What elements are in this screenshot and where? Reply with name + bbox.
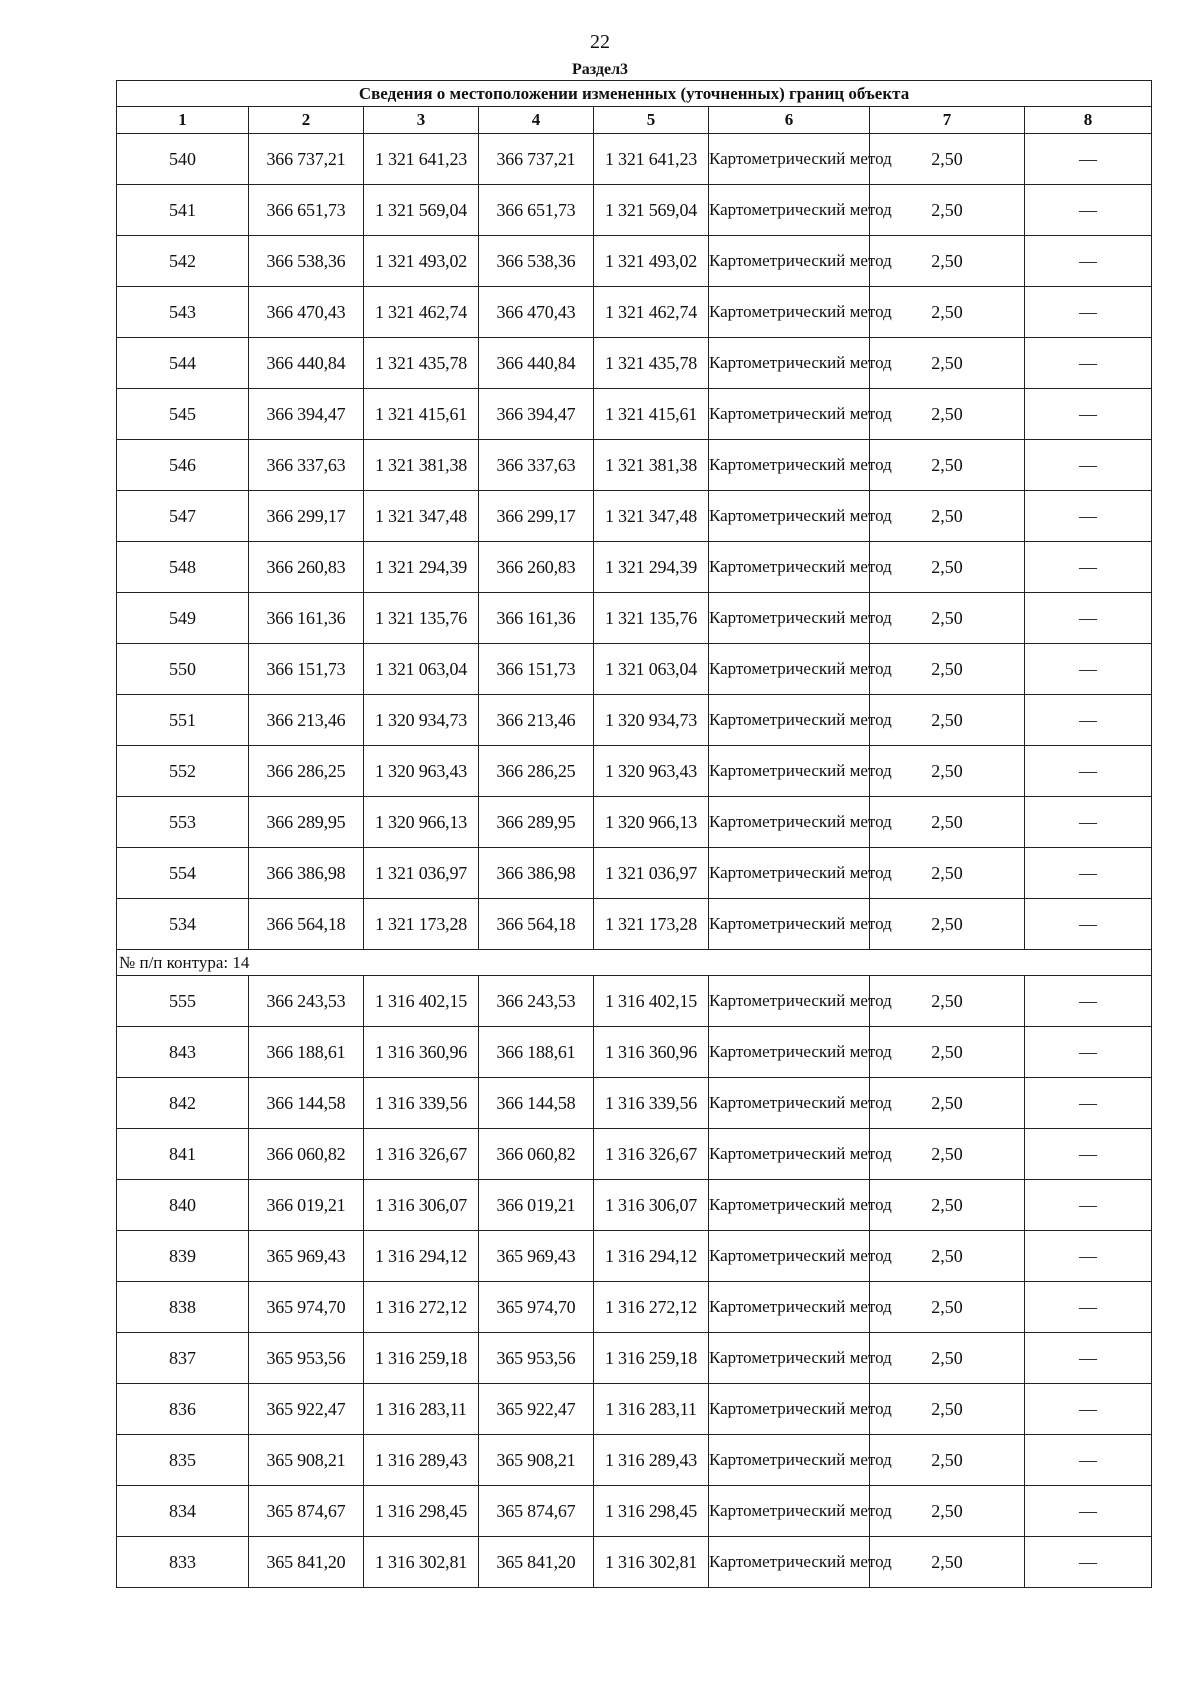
existing-x-cell: 366 260,83	[249, 542, 364, 593]
point-number-cell: 546	[117, 440, 249, 491]
accuracy-cell: 2,50	[870, 236, 1025, 287]
existing-y-cell: 1 321 415,61	[364, 389, 479, 440]
refined-x-cell: 365 908,21	[479, 1435, 594, 1486]
existing-x-cell: 365 953,56	[249, 1333, 364, 1384]
dash-mark-cell: —	[1025, 134, 1152, 185]
method-cell: Картометрический метод	[709, 287, 870, 338]
column-header: 8	[1025, 107, 1152, 134]
refined-x-cell: 365 969,43	[479, 1231, 594, 1282]
existing-x-cell: 366 538,36	[249, 236, 364, 287]
refined-y-cell: 1 321 294,39	[594, 542, 709, 593]
dash-mark-cell: —	[1025, 695, 1152, 746]
table-row	[117, 491, 1152, 542]
method-cell: Картометрический метод	[709, 389, 870, 440]
existing-x-cell: 366 394,47	[249, 389, 364, 440]
table-row	[117, 1078, 1152, 1129]
existing-y-cell: 1 321 063,04	[364, 644, 479, 695]
method-cell: Картометрический метод	[709, 1180, 870, 1231]
dash-mark-cell: —	[1025, 440, 1152, 491]
existing-x-cell: 365 841,20	[249, 1537, 364, 1588]
point-number-cell: 543	[117, 287, 249, 338]
coordinates-table	[116, 80, 1152, 1588]
table-row	[117, 1435, 1152, 1486]
existing-y-cell: 1 321 294,39	[364, 542, 479, 593]
point-number-cell: 549	[117, 593, 249, 644]
table-row	[117, 848, 1152, 899]
method-cell: Картометрический метод	[709, 338, 870, 389]
accuracy-cell: 2,50	[870, 644, 1025, 695]
accuracy-cell: 2,50	[870, 1537, 1025, 1588]
dash-mark-cell: —	[1025, 491, 1152, 542]
dash-mark-cell: —	[1025, 542, 1152, 593]
dash-mark-cell: —	[1025, 389, 1152, 440]
point-number-cell: 555	[117, 976, 249, 1027]
refined-y-cell: 1 316 298,45	[594, 1486, 709, 1537]
point-number-cell: 542	[117, 236, 249, 287]
refined-y-cell: 1 321 135,76	[594, 593, 709, 644]
method-cell: Картометрический метод	[709, 593, 870, 644]
point-number-cell: 554	[117, 848, 249, 899]
method-cell: Картометрический метод	[709, 1435, 870, 1486]
existing-y-cell: 1 321 462,74	[364, 287, 479, 338]
accuracy-cell: 2,50	[870, 899, 1025, 950]
existing-x-cell: 365 908,21	[249, 1435, 364, 1486]
existing-x-cell: 366 470,43	[249, 287, 364, 338]
method-cell: Картометрический метод	[709, 976, 870, 1027]
existing-y-cell: 1 321 435,78	[364, 338, 479, 389]
table-row	[117, 1333, 1152, 1384]
refined-y-cell: 1 320 963,43	[594, 746, 709, 797]
method-cell: Картометрический метод	[709, 134, 870, 185]
dash-mark-cell: —	[1025, 338, 1152, 389]
table-row	[117, 1537, 1152, 1588]
page-number: 22	[590, 31, 610, 53]
point-number-cell: 837	[117, 1333, 249, 1384]
refined-y-cell: 1 321 415,61	[594, 389, 709, 440]
accuracy-cell: 2,50	[870, 338, 1025, 389]
existing-x-cell: 366 289,95	[249, 797, 364, 848]
existing-x-cell: 366 213,46	[249, 695, 364, 746]
point-number-cell: 547	[117, 491, 249, 542]
method-cell: Картометрический метод	[709, 1537, 870, 1588]
accuracy-cell: 2,50	[870, 695, 1025, 746]
existing-y-cell: 1 321 135,76	[364, 593, 479, 644]
existing-x-cell: 365 874,67	[249, 1486, 364, 1537]
accuracy-cell: 2,50	[870, 1282, 1025, 1333]
accuracy-cell: 2,50	[870, 1333, 1025, 1384]
existing-y-cell: 1 321 173,28	[364, 899, 479, 950]
table-row	[117, 1384, 1152, 1435]
dash-mark-cell: —	[1025, 185, 1152, 236]
column-header: 7	[870, 107, 1025, 134]
dash-mark-cell: —	[1025, 1282, 1152, 1333]
existing-x-cell: 365 922,47	[249, 1384, 364, 1435]
refined-y-cell: 1 316 360,96	[594, 1027, 709, 1078]
dash-mark-cell: —	[1025, 1333, 1152, 1384]
accuracy-cell: 2,50	[870, 287, 1025, 338]
section-title: Раздел3	[571, 61, 629, 78]
method-cell: Картометрический метод	[709, 644, 870, 695]
table-body	[117, 134, 1152, 1588]
method-cell: Картометрический метод	[709, 491, 870, 542]
contour-row	[117, 950, 1152, 976]
refined-y-cell: 1 321 493,02	[594, 236, 709, 287]
table-row	[117, 185, 1152, 236]
refined-y-cell: 1 321 435,78	[594, 338, 709, 389]
refined-x-cell: 365 874,67	[479, 1486, 594, 1537]
accuracy-cell: 2,50	[870, 389, 1025, 440]
column-header: 5	[594, 107, 709, 134]
existing-y-cell: 1 316 306,07	[364, 1180, 479, 1231]
table-row	[117, 1486, 1152, 1537]
refined-x-cell: 366 060,82	[479, 1129, 594, 1180]
existing-y-cell: 1 321 347,48	[364, 491, 479, 542]
existing-x-cell: 365 969,43	[249, 1231, 364, 1282]
refined-x-cell: 366 440,84	[479, 338, 594, 389]
point-number-cell: 840	[117, 1180, 249, 1231]
point-number-cell: 551	[117, 695, 249, 746]
refined-y-cell: 1 321 173,28	[594, 899, 709, 950]
refined-y-cell: 1 316 326,67	[594, 1129, 709, 1180]
table-row	[117, 287, 1152, 338]
table-row	[117, 236, 1152, 287]
existing-x-cell: 366 188,61	[249, 1027, 364, 1078]
method-cell: Картометрический метод	[709, 1333, 870, 1384]
point-number-cell: 545	[117, 389, 249, 440]
accuracy-cell: 2,50	[870, 542, 1025, 593]
accuracy-cell: 2,50	[870, 1384, 1025, 1435]
dash-mark-cell: —	[1025, 1537, 1152, 1588]
accuracy-cell: 2,50	[870, 1486, 1025, 1537]
existing-y-cell: 1 321 569,04	[364, 185, 479, 236]
column-header: 2	[249, 107, 364, 134]
existing-x-cell: 366 386,98	[249, 848, 364, 899]
accuracy-cell: 2,50	[870, 491, 1025, 542]
dash-mark-cell: —	[1025, 1435, 1152, 1486]
existing-y-cell: 1 316 302,81	[364, 1537, 479, 1588]
refined-y-cell: 1 320 966,13	[594, 797, 709, 848]
refined-y-cell: 1 316 294,12	[594, 1231, 709, 1282]
dash-mark-cell: —	[1025, 287, 1152, 338]
point-number-cell: 552	[117, 746, 249, 797]
table-row	[117, 542, 1152, 593]
table-row	[117, 644, 1152, 695]
existing-x-cell: 366 440,84	[249, 338, 364, 389]
column-header: 3	[364, 107, 479, 134]
method-cell: Картометрический метод	[709, 440, 870, 491]
existing-x-cell: 366 151,73	[249, 644, 364, 695]
refined-y-cell: 1 321 347,48	[594, 491, 709, 542]
existing-x-cell: 366 651,73	[249, 185, 364, 236]
point-number-cell: 541	[117, 185, 249, 236]
refined-x-cell: 366 019,21	[479, 1180, 594, 1231]
refined-x-cell: 365 953,56	[479, 1333, 594, 1384]
method-cell: Картометрический метод	[709, 1282, 870, 1333]
existing-y-cell: 1 316 298,45	[364, 1486, 479, 1537]
method-cell: Картометрический метод	[709, 1027, 870, 1078]
column-header: 1	[117, 107, 249, 134]
table-row	[117, 593, 1152, 644]
accuracy-cell: 2,50	[870, 1435, 1025, 1486]
method-cell: Картометрический метод	[709, 1486, 870, 1537]
existing-x-cell: 366 286,25	[249, 746, 364, 797]
method-cell: Картометрический метод	[709, 542, 870, 593]
table-row	[117, 899, 1152, 950]
table-title: Сведения о местоположении измененных (уточненных) границ объекта	[117, 81, 1152, 107]
accuracy-cell: 2,50	[870, 1231, 1025, 1282]
column-header: 6	[709, 107, 870, 134]
dash-mark-cell: —	[1025, 899, 1152, 950]
existing-x-cell: 366 564,18	[249, 899, 364, 950]
existing-y-cell: 1 316 272,12	[364, 1282, 479, 1333]
accuracy-cell: 2,50	[870, 797, 1025, 848]
dash-mark-cell: —	[1025, 1384, 1152, 1435]
refined-y-cell: 1 316 272,12	[594, 1282, 709, 1333]
point-number-cell: 550	[117, 644, 249, 695]
existing-y-cell: 1 316 402,15	[364, 976, 479, 1027]
dash-mark-cell: —	[1025, 797, 1152, 848]
point-number-cell: 548	[117, 542, 249, 593]
method-cell: Картометрический метод	[709, 1078, 870, 1129]
refined-x-cell: 366 289,95	[479, 797, 594, 848]
refined-x-cell: 366 260,83	[479, 542, 594, 593]
existing-y-cell: 1 321 381,38	[364, 440, 479, 491]
point-number-cell: 841	[117, 1129, 249, 1180]
dash-mark-cell: —	[1025, 1180, 1152, 1231]
existing-y-cell: 1 316 294,12	[364, 1231, 479, 1282]
refined-x-cell: 366 651,73	[479, 185, 594, 236]
accuracy-cell: 2,50	[870, 185, 1025, 236]
point-number-cell: 842	[117, 1078, 249, 1129]
refined-x-cell: 366 470,43	[479, 287, 594, 338]
refined-y-cell: 1 321 462,74	[594, 287, 709, 338]
method-cell: Картометрический метод	[709, 797, 870, 848]
column-header: 4	[479, 107, 594, 134]
refined-x-cell: 366 538,36	[479, 236, 594, 287]
point-number-cell: 553	[117, 797, 249, 848]
existing-y-cell: 1 320 963,43	[364, 746, 479, 797]
accuracy-cell: 2,50	[870, 134, 1025, 185]
method-cell: Картометрический метод	[709, 236, 870, 287]
refined-y-cell: 1 321 641,23	[594, 134, 709, 185]
refined-y-cell: 1 321 381,38	[594, 440, 709, 491]
refined-y-cell: 1 316 259,18	[594, 1333, 709, 1384]
table-row	[117, 389, 1152, 440]
dash-mark-cell: —	[1025, 746, 1152, 797]
point-number-cell: 839	[117, 1231, 249, 1282]
method-cell: Картометрический метод	[709, 899, 870, 950]
table-row	[117, 1180, 1152, 1231]
accuracy-cell: 2,50	[870, 440, 1025, 491]
refined-x-cell: 365 974,70	[479, 1282, 594, 1333]
refined-x-cell: 366 151,73	[479, 644, 594, 695]
accuracy-cell: 2,50	[870, 593, 1025, 644]
method-cell: Картометрический метод	[709, 746, 870, 797]
accuracy-cell: 2,50	[870, 976, 1025, 1027]
dash-mark-cell: —	[1025, 1231, 1152, 1282]
existing-x-cell: 365 974,70	[249, 1282, 364, 1333]
refined-x-cell: 366 188,61	[479, 1027, 594, 1078]
point-number-cell: 836	[117, 1384, 249, 1435]
refined-x-cell: 365 841,20	[479, 1537, 594, 1588]
refined-y-cell: 1 321 569,04	[594, 185, 709, 236]
existing-x-cell: 366 144,58	[249, 1078, 364, 1129]
table-row	[117, 746, 1152, 797]
existing-y-cell: 1 316 259,18	[364, 1333, 479, 1384]
refined-x-cell: 365 922,47	[479, 1384, 594, 1435]
method-cell: Картометрический метод	[709, 1231, 870, 1282]
dash-mark-cell: —	[1025, 1078, 1152, 1129]
refined-x-cell: 366 213,46	[479, 695, 594, 746]
existing-x-cell: 366 060,82	[249, 1129, 364, 1180]
method-cell: Картометрический метод	[709, 1384, 870, 1435]
accuracy-cell: 2,50	[870, 1078, 1025, 1129]
table-row	[117, 1282, 1152, 1333]
existing-y-cell: 1 321 493,02	[364, 236, 479, 287]
refined-x-cell: 366 737,21	[479, 134, 594, 185]
existing-y-cell: 1 316 283,11	[364, 1384, 479, 1435]
refined-y-cell: 1 316 306,07	[594, 1180, 709, 1231]
existing-y-cell: 1 320 934,73	[364, 695, 479, 746]
existing-y-cell: 1 321 641,23	[364, 134, 479, 185]
table-row	[117, 976, 1152, 1027]
method-cell: Картометрический метод	[709, 848, 870, 899]
existing-x-cell: 366 737,21	[249, 134, 364, 185]
point-number-cell: 843	[117, 1027, 249, 1078]
table-row	[117, 338, 1152, 389]
existing-x-cell: 366 019,21	[249, 1180, 364, 1231]
refined-y-cell: 1 320 934,73	[594, 695, 709, 746]
existing-y-cell: 1 320 966,13	[364, 797, 479, 848]
existing-x-cell: 366 243,53	[249, 976, 364, 1027]
refined-x-cell: 366 337,63	[479, 440, 594, 491]
contour-label: № п/п контура: 14	[117, 950, 1152, 976]
table-row	[117, 797, 1152, 848]
refined-y-cell: 1 321 063,04	[594, 644, 709, 695]
dash-mark-cell: —	[1025, 1027, 1152, 1078]
refined-x-cell: 366 286,25	[479, 746, 594, 797]
point-number-cell: 834	[117, 1486, 249, 1537]
refined-y-cell: 1 316 289,43	[594, 1435, 709, 1486]
method-cell: Картометрический метод	[709, 695, 870, 746]
refined-x-cell: 366 144,58	[479, 1078, 594, 1129]
point-number-cell: 835	[117, 1435, 249, 1486]
refined-y-cell: 1 316 302,81	[594, 1537, 709, 1588]
accuracy-cell: 2,50	[870, 1129, 1025, 1180]
point-number-cell: 833	[117, 1537, 249, 1588]
existing-x-cell: 366 337,63	[249, 440, 364, 491]
table-row	[117, 1027, 1152, 1078]
accuracy-cell: 2,50	[870, 1180, 1025, 1231]
existing-y-cell: 1 316 339,56	[364, 1078, 479, 1129]
accuracy-cell: 2,50	[870, 848, 1025, 899]
dash-mark-cell: —	[1025, 848, 1152, 899]
existing-y-cell: 1 321 036,97	[364, 848, 479, 899]
dash-mark-cell: —	[1025, 1486, 1152, 1537]
refined-x-cell: 366 299,17	[479, 491, 594, 542]
dash-mark-cell: —	[1025, 644, 1152, 695]
method-cell: Картометрический метод	[709, 185, 870, 236]
refined-x-cell: 366 386,98	[479, 848, 594, 899]
existing-y-cell: 1 316 360,96	[364, 1027, 479, 1078]
existing-y-cell: 1 316 326,67	[364, 1129, 479, 1180]
refined-x-cell: 366 161,36	[479, 593, 594, 644]
dash-mark-cell: —	[1025, 1129, 1152, 1180]
table-row	[117, 440, 1152, 491]
table-row	[117, 1231, 1152, 1282]
dash-mark-cell: —	[1025, 236, 1152, 287]
existing-x-cell: 366 161,36	[249, 593, 364, 644]
table-row	[117, 695, 1152, 746]
point-number-cell: 838	[117, 1282, 249, 1333]
point-number-cell: 534	[117, 899, 249, 950]
existing-y-cell: 1 316 289,43	[364, 1435, 479, 1486]
accuracy-cell: 2,50	[870, 1027, 1025, 1078]
point-number-cell: 540	[117, 134, 249, 185]
accuracy-cell: 2,50	[870, 746, 1025, 797]
refined-x-cell: 366 394,47	[479, 389, 594, 440]
column-header-row	[117, 107, 1152, 134]
refined-y-cell: 1 316 339,56	[594, 1078, 709, 1129]
refined-y-cell: 1 316 402,15	[594, 976, 709, 1027]
refined-y-cell: 1 321 036,97	[594, 848, 709, 899]
refined-y-cell: 1 316 283,11	[594, 1384, 709, 1435]
table-row	[117, 1129, 1152, 1180]
table-row	[117, 134, 1152, 185]
dash-mark-cell: —	[1025, 593, 1152, 644]
refined-x-cell: 366 564,18	[479, 899, 594, 950]
method-cell: Картометрический метод	[709, 1129, 870, 1180]
table-title-row	[117, 81, 1152, 107]
dash-mark-cell: —	[1025, 976, 1152, 1027]
existing-x-cell: 366 299,17	[249, 491, 364, 542]
refined-x-cell: 366 243,53	[479, 976, 594, 1027]
point-number-cell: 544	[117, 338, 249, 389]
